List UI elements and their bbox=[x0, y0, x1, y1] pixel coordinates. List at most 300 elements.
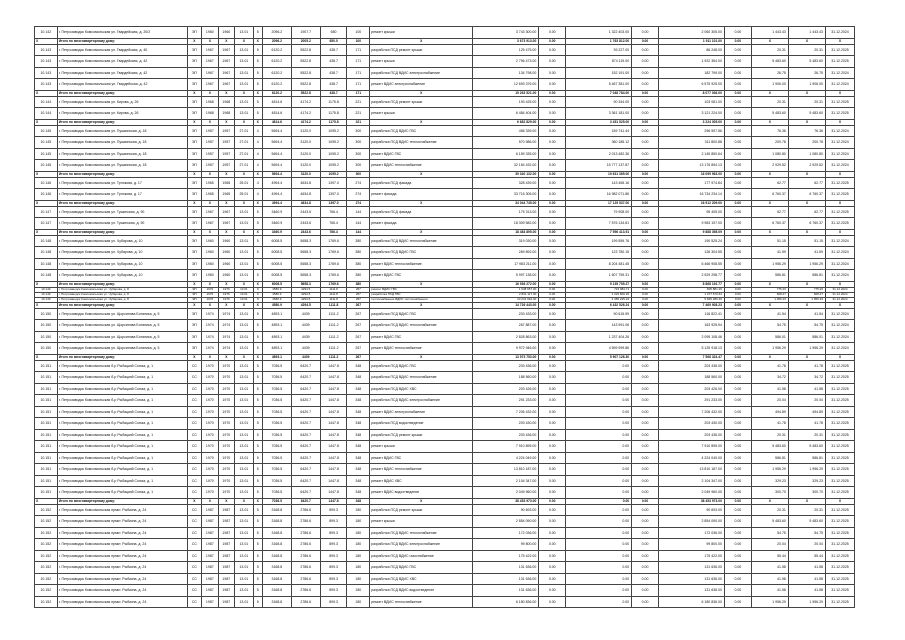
year-commissioned: 1974 bbox=[218, 343, 235, 355]
nonliving-area: 766.4 bbox=[320, 206, 347, 218]
work-type: разработка ПСД ремонт крыши bbox=[370, 429, 473, 441]
total-area: 7036.5 bbox=[262, 452, 291, 464]
work-type: ремонт ВДИС теплоснабжение bbox=[370, 464, 473, 476]
code: 13.01 bbox=[235, 258, 254, 270]
total-cost: 3 673 913.00 bbox=[473, 38, 539, 44]
fund-other: 0.00 bbox=[724, 573, 751, 585]
total-x: X bbox=[826, 302, 855, 308]
completion-date: 31.12.2025 bbox=[826, 189, 855, 201]
fund-federal: 0.00 bbox=[539, 189, 566, 201]
fund-other: 0.00 bbox=[724, 27, 751, 39]
living-area: 2786.6 bbox=[291, 504, 320, 516]
nonliving-area: 1447.8 bbox=[320, 372, 347, 384]
nonliving-area: 1769.6 bbox=[320, 247, 347, 259]
fund-regional: 723 984.71 bbox=[566, 287, 632, 292]
nonliving-area: 1447.8 bbox=[320, 429, 347, 441]
total-cost: 13 973 753.00 bbox=[473, 354, 539, 360]
total-x: X bbox=[788, 281, 825, 287]
year-built: 1987 bbox=[202, 596, 219, 608]
year-commissioned: 1970 bbox=[218, 452, 235, 464]
unit-cost: 1 956.29 bbox=[751, 297, 788, 302]
work-type: разработка ПСД ВДИС теплоснабжение bbox=[370, 235, 473, 247]
year-commissioned: 1960 bbox=[218, 258, 235, 270]
year-built: 1967 bbox=[202, 79, 219, 91]
code: 13.01 bbox=[235, 218, 254, 230]
address: г. Петрозаводск Комсомольская прмкт. Рыбкина, д. 24 bbox=[57, 539, 187, 551]
fund-other: 0.00 bbox=[724, 418, 751, 430]
work-type: разработка ПСД ремонт крыши bbox=[370, 504, 473, 516]
address: г. Петрозаводск Комсомольская ул. Тргюкова, д. 17 bbox=[57, 189, 187, 201]
total-zero: 0.00 bbox=[724, 171, 751, 177]
completion-date: 31.12.2025 bbox=[826, 429, 855, 441]
row-id: 10.151 bbox=[35, 395, 58, 407]
floors: 5 bbox=[253, 372, 262, 384]
address: г. Петрозаводск Комсомольская ул. Пушкинская, д. 18 bbox=[57, 137, 187, 149]
unit-cost: 1 956.29 bbox=[751, 258, 788, 270]
row-id: 10.148 bbox=[35, 270, 58, 282]
completion-date: 31.12.2025 bbox=[826, 218, 855, 230]
total-area: 3168.8 bbox=[262, 516, 291, 528]
nonliving-area: 1111.2 bbox=[320, 343, 347, 355]
total-x: X bbox=[35, 229, 58, 235]
total-cost: 38 453 973.00 bbox=[473, 498, 539, 504]
fund-federal: 0.00 bbox=[539, 247, 566, 259]
total-area: 7036.5 bbox=[262, 441, 291, 453]
wall-material: СС bbox=[187, 573, 201, 585]
fund-federal: 0.00 bbox=[539, 562, 566, 574]
total-x: X bbox=[788, 119, 825, 125]
total-residents: 300 bbox=[347, 171, 370, 177]
fund-regional: 0.00 bbox=[566, 441, 632, 453]
fund-owners: 7 206 432.00 bbox=[658, 406, 724, 418]
total-living-area: 2005.2 bbox=[291, 38, 320, 44]
row-id: 10.151 bbox=[35, 372, 58, 384]
total-owners: 16 099 963.00 bbox=[658, 171, 724, 177]
year-commissioned: 1987 bbox=[218, 539, 235, 551]
fund-owners: 1 377 670.64 bbox=[658, 292, 724, 297]
address: г. Петрozаводск Комсомольская ул. Гвардейская, д. 42 bbox=[57, 79, 187, 91]
code: 13.01 bbox=[235, 516, 254, 528]
row-id: 10.148 bbox=[35, 258, 58, 270]
fund-federal: 0.00 bbox=[539, 96, 566, 108]
living-area: 5658.3 bbox=[291, 247, 320, 259]
fund-other: 0.00 bbox=[724, 308, 751, 320]
total-residents: 171 bbox=[347, 90, 370, 96]
unit-cost-limit: 51.15 bbox=[788, 235, 825, 247]
total-zero: 0.00 bbox=[539, 38, 566, 44]
address: г. Петрозаводск Комсомольская ул. Щорсинова Ботаника, д. 5 bbox=[57, 331, 187, 343]
nonliving-area: 1447.8 bbox=[320, 487, 347, 499]
year-commissioned: 1967 bbox=[218, 206, 235, 218]
total-residents: 380 bbox=[347, 281, 370, 287]
unit-cost: 26.75 bbox=[751, 67, 788, 79]
fund-owners: 5 125 918.13 bbox=[658, 343, 724, 355]
year-built: 1970 bbox=[202, 464, 219, 476]
total-zero: 0.00 bbox=[724, 498, 751, 504]
total-x: X bbox=[218, 119, 235, 125]
living-area: 2786.6 bbox=[291, 550, 320, 562]
total-living-area: 3120.0 bbox=[291, 171, 320, 177]
code: 13.01 bbox=[235, 343, 254, 355]
unit-cost: 41.58 bbox=[751, 573, 788, 585]
fund-other: 0.00 bbox=[724, 247, 751, 259]
total-nonliving-area: 438.7 bbox=[320, 90, 347, 96]
residents: 180 bbox=[347, 504, 370, 516]
fund-regional: 0.00 bbox=[566, 395, 632, 407]
living-area: 4174.2 bbox=[291, 96, 320, 108]
fund-local: 0.00 bbox=[632, 452, 659, 464]
total-zero: 0.00 bbox=[724, 354, 751, 360]
fund-federal: 0.00 bbox=[539, 258, 566, 270]
row-id: 10.151 bbox=[35, 464, 58, 476]
year-commissioned: 1970 bbox=[218, 487, 235, 499]
fund-federal: 0.00 bbox=[539, 160, 566, 172]
unit-cost: 20.31 bbox=[751, 504, 788, 516]
total-regional: 3 451 525.00 bbox=[566, 119, 632, 125]
year-commissioned: 1960 bbox=[218, 235, 235, 247]
fund-other: 0.00 bbox=[724, 487, 751, 499]
fund-regional: 2 013 482.36 bbox=[566, 148, 632, 160]
total-area: 7036.5 bbox=[262, 383, 291, 395]
floors: 5 bbox=[253, 96, 262, 108]
unit-cost-limit: 200.78 bbox=[788, 137, 825, 149]
unit-cost-limit: 41.58 bbox=[788, 383, 825, 395]
fund-federal: 0.00 bbox=[539, 148, 566, 160]
work-cost: 3 743 300.00 bbox=[473, 27, 539, 39]
fund-owners: 177 974.84 bbox=[658, 177, 724, 189]
row-id: 10.147 bbox=[35, 206, 58, 218]
completion-date: 31.12.2025 bbox=[826, 108, 855, 120]
unit-cost: 54.75 bbox=[751, 527, 788, 539]
year-built: 1987 bbox=[202, 516, 219, 528]
unit-cost-limit: 1 956.29 bbox=[788, 297, 825, 302]
total-zero: 0.00 bbox=[539, 302, 566, 308]
unit-cost: 54.75 bbox=[751, 320, 788, 332]
fund-local: 0.00 bbox=[632, 247, 659, 259]
fund-regional: 0.00 bbox=[566, 452, 632, 464]
residents: 300 bbox=[347, 148, 370, 160]
table-row bbox=[35, 44, 855, 56]
fund-regional: 0.00 bbox=[566, 487, 632, 499]
total-area: 3168.8 bbox=[262, 585, 291, 597]
total-cost: 6 682 829.00 bbox=[473, 119, 539, 125]
floors: 5 bbox=[253, 596, 262, 608]
year-commissioned: 1957 bbox=[218, 160, 235, 172]
total-area: 6120.2 bbox=[262, 56, 291, 68]
unit-cost-limit: 586.81 bbox=[788, 270, 825, 282]
table-row bbox=[35, 464, 855, 476]
table-row bbox=[35, 308, 855, 320]
fund-federal: 0.00 bbox=[539, 67, 566, 79]
total-x: X bbox=[218, 498, 235, 504]
nonliving-area: 1447.8 bbox=[320, 441, 347, 453]
unit-cost-limit: 41.59 bbox=[788, 247, 825, 259]
fund-other: 0.00 bbox=[724, 137, 751, 149]
completion-date: 31.12.2024 bbox=[826, 235, 855, 247]
work-type: разработка ПСД ВДИС ХВС bbox=[370, 383, 473, 395]
unit-cost-limit: 76.36 bbox=[788, 125, 825, 137]
wall-material: СС bbox=[187, 516, 201, 528]
total-living-area: 4439 bbox=[291, 354, 320, 360]
total-living-area: 2443.6 bbox=[291, 229, 320, 235]
nonliving-area: 1447.8 bbox=[320, 475, 347, 487]
fund-local: 0.00 bbox=[632, 270, 659, 282]
total-living-area: 5658.3 bbox=[291, 281, 320, 287]
code: 13.01 bbox=[235, 27, 254, 39]
living-area: 3120.0 bbox=[291, 160, 320, 172]
year-commissioned: 1974 bbox=[218, 331, 235, 343]
table-row bbox=[35, 27, 855, 39]
unit-cost-limit: 62.77 bbox=[788, 206, 825, 218]
total-label: Итого по многоквартирному дому: bbox=[57, 200, 187, 206]
unit-cost-limit: 586.81 bbox=[788, 452, 825, 464]
total-x: X bbox=[235, 229, 254, 235]
total-x: X bbox=[235, 302, 254, 308]
residents: 180 bbox=[347, 596, 370, 608]
residents: 348 bbox=[347, 475, 370, 487]
address: г. Петрозаводск Комсомольская ул. Гвардейская, д. 42 bbox=[57, 56, 187, 68]
fund-other: 0.00 bbox=[724, 343, 751, 355]
unit-cost: 5 483.60 bbox=[751, 108, 788, 120]
fund-regional: 0.00 bbox=[566, 504, 632, 516]
table-row bbox=[35, 372, 855, 384]
living-area: 2786.6 bbox=[291, 516, 320, 528]
floors: 5 bbox=[253, 562, 262, 574]
work-type: ремонт ВДИС теплоснабжение bbox=[370, 258, 473, 270]
table-row bbox=[35, 206, 855, 218]
work-cost: 269 892.00 bbox=[473, 247, 539, 259]
fund-owners: 296 597.56 bbox=[658, 125, 724, 137]
living-area: 2786.6 bbox=[291, 596, 320, 608]
row-id: 10.151 bbox=[35, 487, 58, 499]
unit-cost-limit: 54.75 bbox=[788, 527, 825, 539]
residents: 144 bbox=[347, 206, 370, 218]
residents: 300 bbox=[347, 137, 370, 149]
table-row bbox=[35, 137, 855, 149]
table-row bbox=[35, 177, 855, 189]
total-nonliving-area: 650.0 bbox=[320, 38, 347, 44]
total-zero: 0.00 bbox=[539, 281, 566, 287]
wall-material: ЭП bbox=[187, 292, 201, 297]
nonliving-area: 438.7 bbox=[320, 67, 347, 79]
unit-cost-limit: 1 956.29 bbox=[788, 258, 825, 270]
total-area: 7036.5 bbox=[262, 372, 291, 384]
unit-cost-limit: 1 956.29 bbox=[788, 343, 825, 355]
nonliving-area: 438.7 bbox=[320, 79, 347, 91]
total-x: X bbox=[202, 171, 219, 177]
floors: 5 bbox=[253, 247, 262, 259]
address: г. Петрозаводск Комсомольская ул. Гвардейская, д. 20/2 bbox=[57, 27, 187, 39]
fund-owners: 4 224 049.00 bbox=[658, 452, 724, 464]
table-row bbox=[35, 539, 855, 551]
wall-material: СС bbox=[187, 429, 201, 441]
total-zero: 0.00 bbox=[539, 200, 566, 206]
residents: 180 bbox=[347, 527, 370, 539]
total-x: X bbox=[370, 354, 473, 360]
total-x: X bbox=[218, 38, 235, 44]
code: 13.01 bbox=[235, 287, 254, 292]
total-residents: 348 bbox=[347, 498, 370, 504]
living-area: 6420.7 bbox=[291, 418, 320, 430]
fund-federal: 0.00 bbox=[539, 383, 566, 395]
fund-regional: 143 465.16 bbox=[566, 177, 632, 189]
total-area: 4814.6 bbox=[262, 96, 291, 108]
work-type: ремонт фасада bbox=[370, 218, 473, 230]
total-label: Итого по многоквартирному дому: bbox=[57, 119, 187, 125]
unit-cost-limit: 62.77 bbox=[788, 177, 825, 189]
nonliving-area: 438.7 bbox=[320, 44, 347, 56]
total-x: X bbox=[788, 38, 825, 44]
total-x: X bbox=[751, 302, 788, 308]
work-type: разработка ПСД фасада bbox=[370, 177, 473, 189]
floors: 5 bbox=[253, 235, 262, 247]
total-area: 4580.9 bbox=[262, 292, 291, 297]
floors: 5 bbox=[253, 573, 262, 585]
wall-material: ЭП bbox=[187, 308, 201, 320]
total-x: X bbox=[751, 119, 788, 125]
work-cost: 7 910 895.00 bbox=[473, 441, 539, 453]
table-row bbox=[35, 475, 855, 487]
fund-local: 0.00 bbox=[632, 148, 659, 160]
completion-date: 31.12.2025 bbox=[826, 487, 855, 499]
fund-regional: 199 559.76 bbox=[566, 235, 632, 247]
fund-federal: 0.00 bbox=[539, 539, 566, 551]
code: 13.01 bbox=[235, 441, 254, 453]
work-cost: 4 224 049.00 bbox=[473, 452, 539, 464]
fund-other: 0.00 bbox=[724, 258, 751, 270]
fund-local: 0.00 bbox=[632, 160, 659, 172]
code: 13.01 bbox=[235, 206, 254, 218]
residents: 380 bbox=[347, 258, 370, 270]
wall-material: ЭП bbox=[187, 67, 201, 79]
code: 13.01 bbox=[235, 270, 254, 282]
fund-regional: 3 361 181.00 bbox=[566, 108, 632, 120]
unit-cost: 55.44 bbox=[751, 550, 788, 562]
table-row bbox=[35, 331, 855, 343]
fund-regional: 1 237 404.26 bbox=[566, 331, 632, 343]
total-residents: 100 bbox=[347, 38, 370, 44]
total-area: 4580.9 bbox=[262, 287, 291, 292]
table-row bbox=[35, 596, 855, 608]
wall-material: ЭП bbox=[187, 247, 201, 259]
total-area: 4893.1 bbox=[262, 331, 291, 343]
work-cost: 2 049 960.00 bbox=[473, 487, 539, 499]
year-commissioned: 1970 bbox=[218, 464, 235, 476]
residents: 267 bbox=[347, 331, 370, 343]
wall-material: ЭП bbox=[187, 206, 201, 218]
work-type: разработка ПСД ВДИС ГВС bbox=[370, 125, 473, 137]
completion-date: 31.12.2025 bbox=[826, 585, 855, 597]
total-x: X bbox=[788, 171, 825, 177]
unit-cost: 41.58 bbox=[751, 585, 788, 597]
work-cost: 13 810 187.00 bbox=[473, 464, 539, 476]
living-area: 5522.8 bbox=[291, 44, 320, 56]
work-cost: 90 693.00 bbox=[473, 504, 539, 516]
fund-other: 0.00 bbox=[724, 550, 751, 562]
unit-cost-limit: 41.58 bbox=[788, 573, 825, 585]
total-label: Итого по многоквартирному дому: bbox=[57, 281, 187, 287]
year-commissioned: 1976 bbox=[218, 297, 235, 302]
completion-date: 31.12.2025 bbox=[826, 527, 855, 539]
wall-material: СС bbox=[187, 360, 201, 372]
fund-regional: 4 365 225.24 bbox=[566, 297, 632, 302]
residents: 180 bbox=[347, 539, 370, 551]
total-x: X bbox=[751, 498, 788, 504]
unit-cost: 1 956.29 bbox=[751, 596, 788, 608]
total-x: X bbox=[202, 354, 219, 360]
nonliving-area: 1769.6 bbox=[320, 270, 347, 282]
row-id: 10.147 bbox=[35, 218, 58, 230]
year-built: 1965 bbox=[202, 189, 219, 201]
total-x: X bbox=[35, 171, 58, 177]
wall-material: ЭП bbox=[187, 148, 201, 160]
total-area: 5694.4 bbox=[262, 148, 291, 160]
row-id: 10.151 bbox=[35, 360, 58, 372]
floors: 5 bbox=[253, 383, 262, 395]
floors: 5 bbox=[253, 475, 262, 487]
fund-federal: 0.00 bbox=[539, 125, 566, 137]
fund-federal: 0.00 bbox=[539, 177, 566, 189]
nonliving-area: 1111.2 bbox=[320, 308, 347, 320]
total-x: X bbox=[826, 200, 855, 206]
total-owners: 9 888 398.09 bbox=[658, 229, 724, 235]
living-area: 5658.3 bbox=[291, 270, 320, 282]
total-label: Итого по многоквартирному дому: bbox=[57, 38, 187, 44]
residents: 380 bbox=[347, 247, 370, 259]
living-area: 4294.5 bbox=[291, 292, 320, 297]
total-area: 7036.5 bbox=[262, 418, 291, 430]
total-x: X bbox=[35, 354, 58, 360]
unit-cost-limit: 41.58 bbox=[788, 562, 825, 574]
unit-cost: 41.78 bbox=[751, 360, 788, 372]
fund-local: 0.00 bbox=[632, 527, 659, 539]
year-built: 1974 bbox=[202, 308, 219, 320]
table-row bbox=[35, 573, 855, 585]
work-type: разработка ПСД ремонт крыши bbox=[370, 96, 473, 108]
work-type: разработка ПСД ВДИС водоотведение bbox=[370, 585, 473, 597]
fund-owners: 203 426.00 bbox=[658, 383, 724, 395]
work-type: ремонт ВДИС теплоснабжение bbox=[370, 160, 473, 172]
total-area: 6008.5 bbox=[262, 258, 291, 270]
wall-material: СС bbox=[187, 562, 201, 574]
total-x: X bbox=[826, 498, 855, 504]
fund-regional: 5 467 381.00 bbox=[566, 79, 632, 91]
total-x: X bbox=[218, 281, 235, 287]
total-x: X bbox=[187, 90, 201, 96]
wall-material: СС bbox=[187, 527, 201, 539]
completion-date: 31.12.2025 bbox=[826, 441, 855, 453]
year-commissioned: 1987 bbox=[218, 596, 235, 608]
total-x: X bbox=[202, 119, 219, 125]
unit-cost: 62.77 bbox=[751, 177, 788, 189]
wall-material: ЭП bbox=[187, 189, 201, 201]
total-x: X bbox=[751, 200, 788, 206]
year-built: 1967 bbox=[202, 218, 219, 230]
fund-regional: 79 908.00 bbox=[566, 206, 632, 218]
total-x: X bbox=[788, 90, 825, 96]
year-commissioned: 1970 bbox=[218, 372, 235, 384]
fund-local: 0.00 bbox=[632, 406, 659, 418]
table-row bbox=[35, 160, 855, 172]
total-zero: 0.00 bbox=[724, 119, 751, 125]
table-row bbox=[35, 108, 855, 120]
total-nonliving-area: 1397.0 bbox=[320, 200, 347, 206]
total-label: Итого по многоквартирному дому: bbox=[57, 354, 187, 360]
fund-federal: 0.00 bbox=[539, 27, 566, 39]
fund-owners: 2 049 960.00 bbox=[658, 487, 724, 499]
table-row bbox=[35, 550, 855, 562]
fund-federal: 0.00 bbox=[539, 292, 566, 297]
